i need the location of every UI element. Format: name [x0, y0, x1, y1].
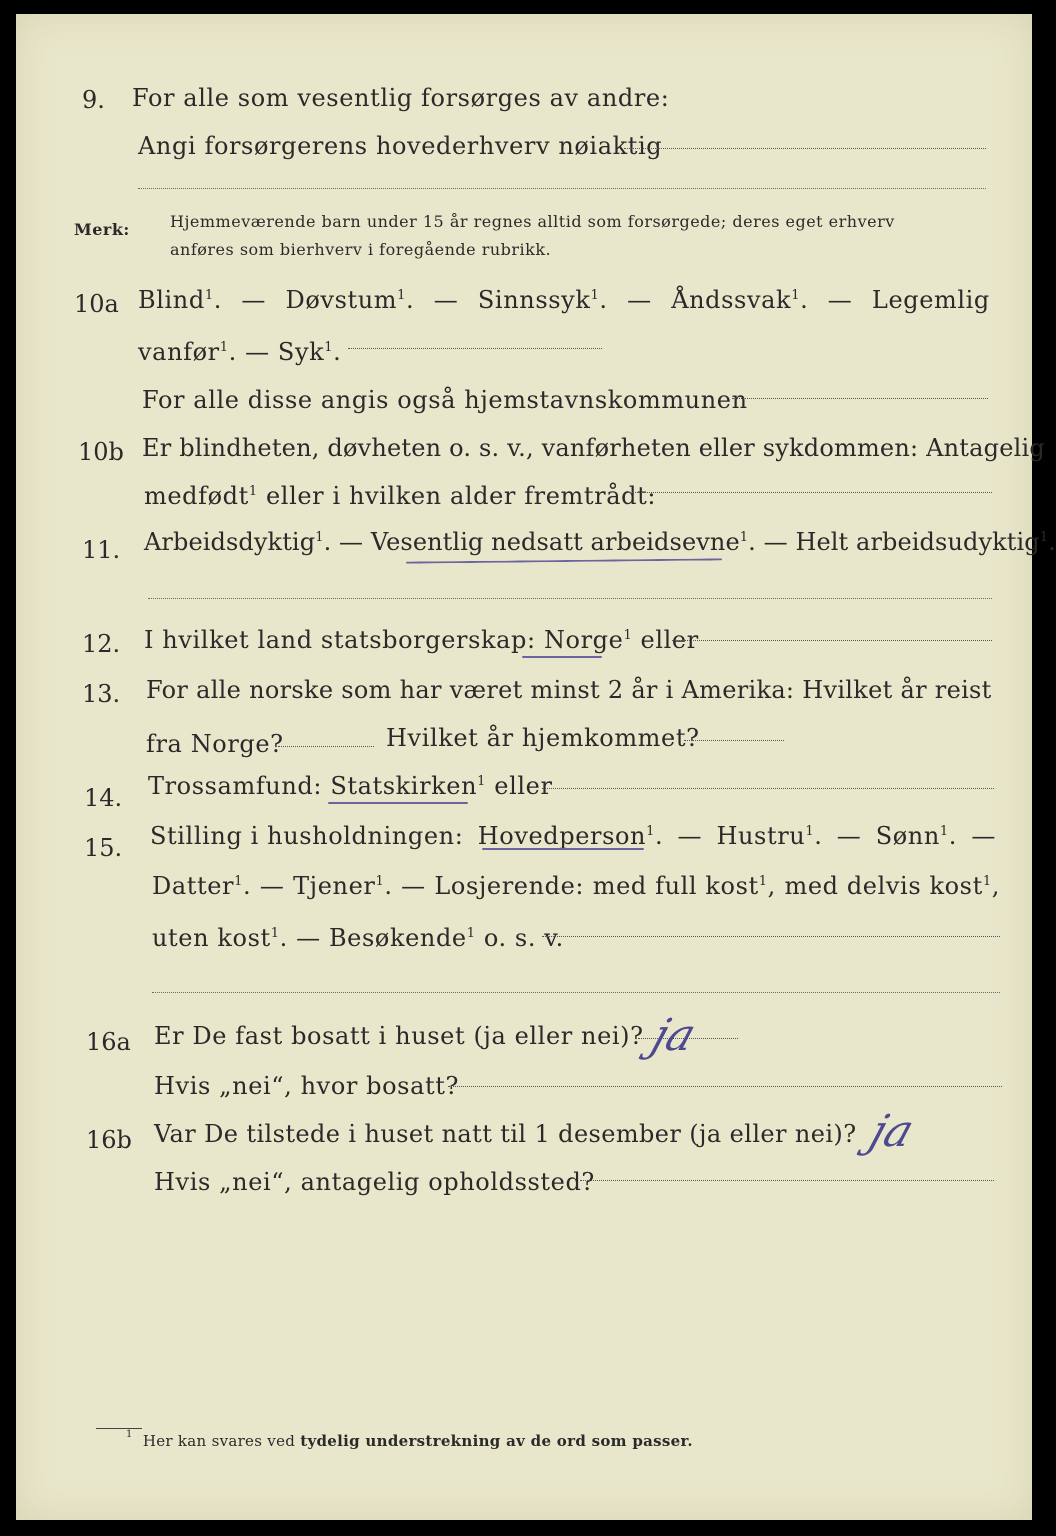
option-statskirken: Statskirken$^1$ — [330, 772, 487, 800]
q10a-line3: For alle disse angis også hjemstavnskommunen — [142, 386, 748, 414]
q9-line2: Angi forsørgerens hovederhverv nøiaktig — [138, 132, 663, 160]
q16a-line1: Er De fast bosatt i huset (ja eller nei)? — [154, 1022, 644, 1050]
q16a-line2: Hvis „nei“, hvor bosatt? — [154, 1072, 459, 1100]
note-line2: anføres som bierhverv i foregående rubrikk. — [170, 240, 552, 259]
q16b-number: 16b — [86, 1126, 132, 1154]
option-hustru: Hustru$^1$. — [716, 822, 823, 850]
q12-number: 12. — [82, 630, 121, 658]
q16a-bosatt-line — [448, 1086, 1002, 1087]
option-full-kost: med full kost$^1$, — [592, 872, 776, 900]
option-nedsatt: Vesentlig nedsatt arbeidsevne$^1$. — [370, 528, 756, 556]
q15-line2: Datter$^1$. — Tjener$^1$. — Losjerende: med full kost$^1$, med delvis kost$^1$, — [152, 872, 1000, 900]
q16b-line1: Var De tilstede i huset natt til 1 desember (ja eller nei)? — [154, 1120, 857, 1148]
separator: — — [827, 286, 853, 314]
option-norge: Norge$^1$ — [543, 626, 633, 654]
separator: — — [245, 338, 270, 366]
q13-hjemkommet: Hvilket år hjemkommet? — [386, 724, 700, 752]
q9-answer-line — [624, 148, 986, 149]
underline-statskirken — [328, 802, 468, 804]
footnote-rule — [96, 1428, 142, 1429]
q10b-line2: medfødt$^1$ eller i hvilken alder fremtrådt: — [144, 482, 657, 510]
option-udyktig: Helt arbeidsudyktig$^1$. — [795, 528, 1056, 556]
q10a-line2 — [138, 338, 341, 366]
underline-nedsatt — [406, 558, 722, 563]
q14-answer-line — [542, 788, 994, 789]
underline-norge — [522, 656, 602, 658]
q11-number: 11. — [82, 536, 121, 564]
q10b-line1: Er blindheten, døvheten o. s. v., vanførheten eller sykdommen: Antagelig — [142, 434, 1045, 462]
q9-answer-line-2 — [138, 188, 986, 189]
q11-answer-line — [148, 598, 992, 599]
option-vanfor: vanfør$^1$. — [138, 338, 237, 366]
q9-line1: For alle som vesentlig forsørges av andre: — [132, 84, 670, 112]
option-delvis-kost: med delvis kost$^1$, — [784, 872, 1000, 900]
option-hovedperson: Hovedperson$^1$. — [477, 822, 664, 850]
q15-answer-line — [542, 936, 1000, 937]
q13-hjem-line — [684, 740, 784, 741]
q10b-number: 10b — [78, 438, 124, 466]
option-blind: Blind$^1$. — [138, 286, 222, 314]
option-legemlig: Legemlig — [871, 286, 990, 314]
note-line1: Hjemmeværende barn under 15 år regnes alltid som forsørgede; deres eget erhverv — [170, 212, 895, 231]
q12-answer-line — [672, 640, 992, 641]
note-label: Merk: — [74, 220, 130, 239]
q14-number: 14. — [84, 784, 123, 812]
q10a-line1 — [138, 286, 990, 314]
q13-line1: For alle norske som har været minst 2 år i Amerika: Hvilket år reist — [146, 676, 992, 704]
option-arbeidsdyktig: Arbeidsdyktig$^1$. — [144, 528, 332, 556]
separator: — — [433, 286, 459, 314]
option-syk: Syk$^1$. — [277, 338, 342, 366]
q13-fra-norge: fra Norge? — [146, 730, 284, 758]
census-form-page — [16, 14, 1056, 1520]
q15-line3: uten kost$^1$. — Besøkende$^1$ o. s. v. — [152, 924, 564, 952]
q11-line: Arbeidsdyktig$^1$. — Vesentlig nedsatt arbeidsevne$^1$. — Helt arbeidsudyktig$^1$. — [144, 528, 1056, 556]
option-besokende: Besøkende$^1$ — [328, 924, 476, 952]
underline-hovedperson — [482, 848, 644, 850]
q15-number: 15. — [84, 834, 123, 862]
option-dovstum: Døvstum$^1$. — [285, 286, 415, 314]
q16b-handwritten-answer: ja — [863, 1106, 921, 1157]
q14-line: Trossamfund: Statskirken$^1$ eller — [148, 772, 553, 800]
q10a-number: 10a — [74, 290, 119, 318]
q13-number: 13. — [82, 680, 121, 708]
option-tjener: Tjener$^1$. — [293, 872, 393, 900]
separator: — — [627, 286, 652, 314]
q10b-answer-line — [632, 492, 992, 493]
option-uten-kost: uten kost$^1$. — [152, 924, 288, 952]
q16b-opholdssted-line — [580, 1180, 994, 1181]
q16a-number: 16a — [86, 1028, 131, 1056]
q16a-handwritten-answer: ja — [645, 1010, 703, 1061]
option-andssvak: Åndssvak$^1$. — [671, 286, 809, 314]
q10a-answer-line — [348, 348, 602, 349]
separator: — — [241, 286, 267, 314]
option-datter: Datter$^1$. — [152, 872, 252, 900]
option-sonn: Sønn$^1$. — [875, 822, 958, 850]
q15-answer-line-2 — [152, 992, 1000, 993]
q9-number: 9. — [82, 86, 105, 114]
option-sinnssyk: Sinnssyk$^1$. — [477, 286, 608, 314]
q12-line: I hvilket land statsborgerskap: Norge$^1$ eller — [144, 626, 699, 654]
footnote: $^1$ Her kan svares ved tydelig understrekning av de ord som passer. — [126, 1429, 693, 1450]
q10a-answer-line-2 — [732, 398, 988, 399]
q16b-line2: Hvis „nei“, antagelig opholdssted? — [154, 1168, 595, 1196]
q13-reist-line — [278, 746, 374, 747]
q15-line1: Stilling i husholdningen: Hovedperson$^1$. — Hustru$^1$. — Sønn$^1$. — — [150, 822, 996, 850]
